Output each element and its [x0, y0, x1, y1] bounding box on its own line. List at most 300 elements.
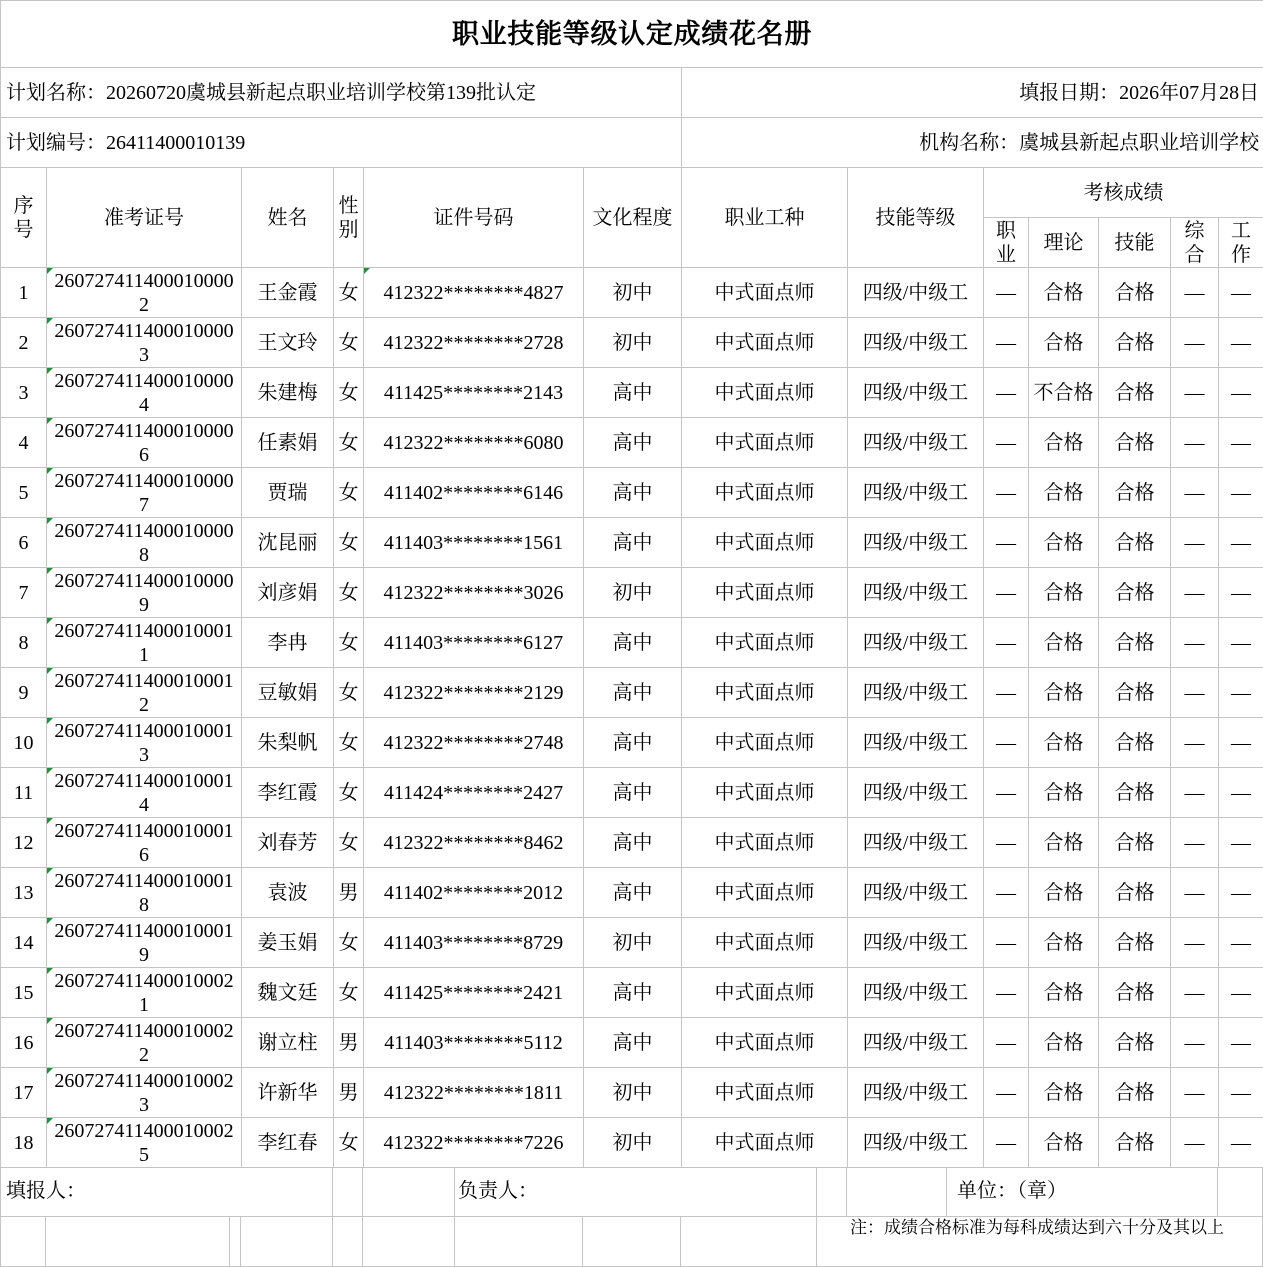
filler-cell: [0, 1167, 333, 1217]
table-row: [1, 1118, 1263, 1168]
cell-score-theory: 合格: [1029, 868, 1099, 918]
cell-exam-no: [47, 268, 242, 318]
exam-no-text: 2607274114000100003: [54, 319, 234, 366]
header-id-no: 证件号码: [364, 168, 584, 268]
cell-name: 任素娟: [242, 418, 334, 468]
pass-standard-note: 注：成绩合格标准为每科成绩达到六十分及其以上: [850, 1218, 1224, 1237]
cell-score-theory: 合格: [1029, 468, 1099, 518]
table-row: [1, 468, 1263, 518]
cell-seq: 8: [1, 618, 47, 668]
exam-no-text: 2607274114000100011: [54, 619, 234, 666]
cell-score-skill: 合格: [1099, 618, 1171, 668]
footer-empty-cell: [333, 1167, 363, 1217]
cell-score-work: —: [1219, 468, 1263, 518]
footer-empty-cell: [241, 1217, 333, 1267]
table-row: [1, 368, 1263, 418]
cell-name: 贾瑞: [242, 468, 334, 518]
cell-gender: 女: [334, 718, 364, 768]
table-row: [1, 268, 1263, 318]
cell-exam-no: [47, 918, 242, 968]
cell-score-skill: 合格: [1099, 718, 1171, 768]
fill-date: 填报日期：2026年07月28日: [682, 68, 1263, 118]
header-score-skill: 技能: [1099, 218, 1171, 268]
footer-empty-cell: [681, 1217, 817, 1267]
cell-score-theory: 合格: [1029, 518, 1099, 568]
cell-occupation: 中式面点师: [682, 568, 848, 618]
cell-occupation: 中式面点师: [682, 1018, 848, 1068]
cell-name: 李红霞: [242, 768, 334, 818]
cell-score-occupation: —: [984, 668, 1029, 718]
cell-seq: 4: [1, 418, 47, 468]
roster-body: [1, 268, 1263, 1168]
cell-score-skill: 合格: [1099, 918, 1171, 968]
cell-exam-no: [47, 768, 242, 818]
cell-id-no: 412322********4827: [364, 268, 584, 318]
cell-score-theory: 合格: [1029, 418, 1099, 468]
cell-score-work: —: [1219, 868, 1263, 918]
header-score-occupation: [984, 218, 1029, 268]
cell-score-theory: 合格: [1029, 818, 1099, 868]
table-row: [1, 718, 1263, 768]
cell-score-occupation: —: [984, 568, 1029, 618]
cell-name: 沈昆丽: [242, 518, 334, 568]
cell-score-skill: 合格: [1099, 818, 1171, 868]
cell-education: 高中: [584, 668, 682, 718]
cell-seq: 16: [1, 1018, 47, 1068]
cell-seq: 14: [1, 918, 47, 968]
cell-gender: 女: [334, 1118, 364, 1168]
cell-name: 刘春芳: [242, 818, 334, 868]
cell-score-comprehensive: —: [1171, 818, 1219, 868]
cell-score-work: —: [1219, 1068, 1263, 1118]
exam-no-text: 2607274114000100018: [54, 869, 234, 916]
cell-gender: 女: [334, 368, 364, 418]
table-row: [1, 568, 1263, 618]
header-gender: [334, 168, 364, 268]
footer-empty-cell: [583, 1217, 681, 1267]
exam-no-text: 2607274114000100022: [54, 1019, 234, 1066]
table-row: [1, 868, 1263, 918]
cell-score-occupation: —: [984, 418, 1029, 468]
cell-exam-no: [47, 668, 242, 718]
cell-score-theory: 合格: [1029, 1118, 1099, 1168]
header-name: 姓名: [242, 168, 334, 268]
cell-gender: 女: [334, 618, 364, 668]
cell-score-occupation: —: [984, 618, 1029, 668]
cell-score-theory: 合格: [1029, 968, 1099, 1018]
cell-gender: 女: [334, 518, 364, 568]
cell-skill-level: 四级/中级工: [848, 768, 984, 818]
cell-occupation: 中式面点师: [682, 768, 848, 818]
exam-no-text: 2607274114000100002: [54, 269, 234, 316]
cell-seq: 7: [1, 568, 47, 618]
cell-score-comprehensive: —: [1171, 868, 1219, 918]
cell-score-comprehensive: —: [1171, 368, 1219, 418]
footer-empty-cell: [363, 1167, 455, 1217]
cell-exam-no: [47, 368, 242, 418]
cell-score-skill: 合格: [1099, 868, 1171, 918]
table-row: [1, 918, 1263, 968]
cell-score-skill: 合格: [1099, 368, 1171, 418]
cell-education: 高中: [584, 1018, 682, 1068]
cell-score-comprehensive: —: [1171, 418, 1219, 468]
cell-name: 袁波: [242, 868, 334, 918]
cell-exam-no: [47, 518, 242, 568]
cell-score-theory: 合格: [1029, 1018, 1099, 1068]
table-row: [1, 668, 1263, 718]
footer-empty-cell: [0, 1217, 46, 1267]
cell-seq: 1: [1, 268, 47, 318]
cell-id-no: 412322********1811: [364, 1068, 584, 1118]
cell-education: 高中: [584, 868, 682, 918]
table-row: [1, 318, 1263, 368]
info-row-plan: [1, 68, 1263, 118]
table-row: [1, 768, 1263, 818]
cell-score-comprehensive: —: [1171, 768, 1219, 818]
cell-id-no: 412322********6080: [364, 418, 584, 468]
cell-exam-no: [47, 1018, 242, 1068]
cell-seq: 11: [1, 768, 47, 818]
cell-score-work: —: [1219, 518, 1263, 568]
cell-name: 豆敏娟: [242, 668, 334, 718]
cell-education: 高中: [584, 718, 682, 768]
cell-score-occupation: —: [984, 718, 1029, 768]
header-gender-label: 性别: [338, 194, 359, 241]
cell-skill-level: 四级/中级工: [848, 618, 984, 668]
cell-exam-no: [47, 618, 242, 668]
cell-skill-level: 四级/中级工: [848, 518, 984, 568]
header-education: 文化程度: [584, 168, 682, 268]
cell-score-skill: 合格: [1099, 1068, 1171, 1118]
info-row-code: [1, 118, 1263, 168]
cell-score-work: —: [1219, 618, 1263, 668]
cell-score-work: —: [1219, 818, 1263, 868]
exam-no-text: 2607274114000100012: [54, 669, 234, 716]
cell-skill-level: 四级/中级工: [848, 1118, 984, 1168]
cell-gender: 女: [334, 968, 364, 1018]
cell-name: 王文玲: [242, 318, 334, 368]
cell-occupation: 中式面点师: [682, 318, 848, 368]
cell-score-work: —: [1219, 268, 1263, 318]
header-seq: [1, 168, 47, 268]
page-title: 职业技能等级认定成绩花名册: [1, 1, 1263, 68]
cell-exam-no: [47, 1068, 242, 1118]
cell-skill-level: 四级/中级工: [848, 868, 984, 918]
cell-score-occupation: —: [984, 1068, 1029, 1118]
cell-score-occupation: —: [984, 518, 1029, 568]
cell-id-no: 411425********2143: [364, 368, 584, 418]
cell-gender: 女: [334, 468, 364, 518]
cell-score-skill: 合格: [1099, 1018, 1171, 1068]
cell-occupation: 中式面点师: [682, 968, 848, 1018]
cell-seq: 12: [1, 818, 47, 868]
cell-score-comprehensive: —: [1171, 318, 1219, 368]
cell-skill-level: 四级/中级工: [848, 1018, 984, 1068]
cell-skill-level: 四级/中级工: [848, 268, 984, 318]
cell-gender: 女: [334, 918, 364, 968]
cell-score-skill: 合格: [1099, 418, 1171, 468]
unit-cell: [947, 1167, 1218, 1217]
cell-seq: 15: [1, 968, 47, 1018]
exam-no-text: 2607274114000100016: [54, 819, 234, 866]
cell-exam-no: [47, 418, 242, 468]
cell-score-skill: 合格: [1099, 968, 1171, 1018]
footer-empty-cell: [455, 1217, 583, 1267]
exam-no-text: 2607274114000100014: [54, 769, 234, 816]
header-occupation: 职业工种: [682, 168, 848, 268]
cell-skill-level: 四级/中级工: [848, 418, 984, 468]
cell-seq: 17: [1, 1068, 47, 1118]
cell-score-theory: 合格: [1029, 768, 1099, 818]
cell-score-comprehensive: —: [1171, 968, 1219, 1018]
cell-score-theory: 合格: [1029, 1068, 1099, 1118]
cell-score-comprehensive: —: [1171, 1118, 1219, 1168]
cell-score-skill: 合格: [1099, 568, 1171, 618]
cell-name: 李红春: [242, 1118, 334, 1168]
cell-score-work: —: [1219, 968, 1263, 1018]
cell-occupation: 中式面点师: [682, 718, 848, 768]
note-cell: [817, 1217, 1263, 1267]
cell-score-theory: 合格: [1029, 668, 1099, 718]
cell-score-occupation: —: [984, 1118, 1029, 1168]
table-row: [1, 1068, 1263, 1118]
cell-score-theory: 合格: [1029, 568, 1099, 618]
cell-seq: 2: [1, 318, 47, 368]
filler-label: 填报人：: [6, 1180, 86, 1202]
cell-id-no: 412322********8462: [364, 818, 584, 868]
cell-id-no: 412322********2129: [364, 668, 584, 718]
cell-name: 魏文廷: [242, 968, 334, 1018]
cell-seq: 5: [1, 468, 47, 518]
cell-gender: 女: [334, 818, 364, 868]
cell-exam-no: [47, 468, 242, 518]
cell-skill-level: 四级/中级工: [848, 718, 984, 768]
cell-education: 高中: [584, 518, 682, 568]
exam-no-text: 2607274114000100021: [54, 969, 234, 1016]
cell-id-no: 411403********1561: [364, 518, 584, 568]
cell-score-comprehensive: —: [1171, 268, 1219, 318]
cell-occupation: 中式面点师: [682, 618, 848, 668]
cell-gender: 男: [334, 1068, 364, 1118]
cell-score-theory: 合格: [1029, 718, 1099, 768]
cell-id-no: 412322********2748: [364, 718, 584, 768]
cell-score-theory: 合格: [1029, 318, 1099, 368]
cell-score-skill: 合格: [1099, 1118, 1171, 1168]
leader-cell: [455, 1167, 817, 1217]
cell-score-theory: 合格: [1029, 918, 1099, 968]
exam-no-text: 2607274114000100006: [54, 419, 234, 466]
header-score-work-label: 工作: [1231, 219, 1252, 266]
leader-label: 负责人：: [458, 1180, 538, 1202]
cell-education: 高中: [584, 468, 682, 518]
cell-seq: 13: [1, 868, 47, 918]
exam-no-text: 2607274114000100004: [54, 369, 234, 416]
cell-score-comprehensive: —: [1171, 468, 1219, 518]
table-row: [1, 818, 1263, 868]
cell-name: 许新华: [242, 1068, 334, 1118]
header-score-theory: 理论: [1029, 218, 1099, 268]
cell-occupation: 中式面点师: [682, 918, 848, 968]
cell-score-work: —: [1219, 718, 1263, 768]
exam-no-text: 2607274114000100019: [54, 919, 234, 966]
footer-empty-cell: [817, 1167, 847, 1217]
cell-education: 高中: [584, 968, 682, 1018]
cell-occupation: 中式面点师: [682, 268, 848, 318]
cell-score-skill: 合格: [1099, 468, 1171, 518]
cell-score-work: —: [1219, 1118, 1263, 1168]
cell-occupation: 中式面点师: [682, 668, 848, 718]
cell-score-skill: 合格: [1099, 668, 1171, 718]
cell-score-occupation: —: [984, 968, 1029, 1018]
cell-skill-level: 四级/中级工: [848, 1068, 984, 1118]
cell-name: 李冉: [242, 618, 334, 668]
header-results: 考核成绩: [984, 168, 1263, 218]
cell-occupation: 中式面点师: [682, 1068, 848, 1118]
cell-skill-level: 四级/中级工: [848, 468, 984, 518]
cell-score-comprehensive: —: [1171, 1068, 1219, 1118]
cell-skill-level: 四级/中级工: [848, 968, 984, 1018]
cell-score-work: —: [1219, 418, 1263, 468]
unit-label: 单位：（章）: [957, 1180, 1067, 1202]
cell-name: 姜玉娟: [242, 918, 334, 968]
cell-occupation: 中式面点师: [682, 368, 848, 418]
footer-empty-cell: [363, 1217, 455, 1267]
cell-occupation: 中式面点师: [682, 818, 848, 868]
cell-exam-no: [47, 968, 242, 1018]
footer-empty-cell: [46, 1217, 230, 1267]
table-row: [1, 418, 1263, 468]
cell-occupation: 中式面点师: [682, 1118, 848, 1168]
cell-name: 王金霞: [242, 268, 334, 318]
cell-score-work: —: [1219, 668, 1263, 718]
cell-score-skill: 合格: [1099, 268, 1171, 318]
table-row: [1, 618, 1263, 668]
cell-score-skill: 合格: [1099, 318, 1171, 368]
cell-score-occupation: —: [984, 918, 1029, 968]
cell-score-theory: 合格: [1029, 618, 1099, 668]
cell-score-occupation: —: [984, 1018, 1029, 1068]
cell-exam-no: [47, 868, 242, 918]
exam-no-text: 2607274114000100023: [54, 1069, 234, 1116]
cell-seq: 6: [1, 518, 47, 568]
cell-id-no: 411403********5112: [364, 1018, 584, 1068]
footer-empty-cell: [333, 1217, 363, 1267]
cell-occupation: 中式面点师: [682, 468, 848, 518]
cell-score-occupation: —: [984, 818, 1029, 868]
cell-score-work: —: [1219, 1018, 1263, 1068]
cell-name: 朱梨帆: [242, 718, 334, 768]
cell-exam-no: [47, 818, 242, 868]
cell-gender: 女: [334, 268, 364, 318]
cell-gender: 女: [334, 318, 364, 368]
header-score-comprehensive: [1171, 218, 1219, 268]
cell-exam-no: [47, 568, 242, 618]
cell-education: 初中: [584, 918, 682, 968]
cell-score-comprehensive: —: [1171, 918, 1219, 968]
cell-gender: 女: [334, 418, 364, 468]
cell-education: 初中: [584, 1068, 682, 1118]
cell-score-work: —: [1219, 318, 1263, 368]
cell-score-work: —: [1219, 568, 1263, 618]
cell-occupation: 中式面点师: [682, 518, 848, 568]
roster-footer: [0, 1167, 1263, 1267]
cell-skill-level: 四级/中级工: [848, 368, 984, 418]
table-row: [1, 968, 1263, 1018]
cell-id-no: 411402********2012: [364, 868, 584, 918]
cell-occupation: 中式面点师: [682, 868, 848, 918]
cell-skill-level: 四级/中级工: [848, 318, 984, 368]
cell-score-comprehensive: —: [1171, 618, 1219, 668]
exam-no-text: 2607274114000100009: [54, 569, 234, 616]
cell-seq: 10: [1, 718, 47, 768]
exam-no-text: 2607274114000100013: [54, 719, 234, 766]
footer-empty-cell: [1218, 1167, 1263, 1217]
cell-gender: 女: [334, 768, 364, 818]
table-row: [1, 1018, 1263, 1068]
org-name: 机构名称：虞城县新起点职业培训学校: [682, 118, 1263, 168]
cell-score-work: —: [1219, 368, 1263, 418]
header-exam-no: 准考证号: [47, 168, 242, 268]
cell-score-occupation: —: [984, 468, 1029, 518]
header-score-occupation-label: 职业: [996, 219, 1016, 266]
cell-education: 高中: [584, 418, 682, 468]
cell-gender: 女: [334, 568, 364, 618]
cell-score-skill: 合格: [1099, 768, 1171, 818]
cell-score-occupation: —: [984, 368, 1029, 418]
cell-seq: 9: [1, 668, 47, 718]
header-skill-level: 技能等级: [848, 168, 984, 268]
cell-seq: 3: [1, 368, 47, 418]
cell-score-comprehensive: —: [1171, 518, 1219, 568]
cell-score-theory: 合格: [1029, 268, 1099, 318]
cell-name: 刘彦娟: [242, 568, 334, 618]
cell-skill-level: 四级/中级工: [848, 668, 984, 718]
footer-empty-cell: [847, 1167, 947, 1217]
cell-id-no: 412322********2728: [364, 318, 584, 368]
cell-education: 初中: [584, 568, 682, 618]
header-seq-label: 序号: [13, 194, 34, 241]
plan-name: 计划名称：20260720虞城县新起点职业培训学校第139批认定: [1, 68, 682, 118]
cell-id-no: 411403********8729: [364, 918, 584, 968]
cell-score-work: —: [1219, 768, 1263, 818]
cell-seq: 18: [1, 1118, 47, 1168]
cell-score-comprehensive: —: [1171, 718, 1219, 768]
cell-id-no: 412322********7226: [364, 1118, 584, 1168]
roster-head: [1, 1, 1263, 268]
footer-empty-cell: [230, 1217, 241, 1267]
cell-gender: 男: [334, 868, 364, 918]
exam-no-text: 2607274114000100007: [54, 469, 234, 516]
table-row: [1, 518, 1263, 568]
header-score-work: [1219, 218, 1263, 268]
cell-name: 朱建梅: [242, 368, 334, 418]
cell-score-occupation: —: [984, 868, 1029, 918]
cell-education: 初中: [584, 1118, 682, 1168]
cell-education: 高中: [584, 368, 682, 418]
header-row: [1, 168, 1263, 218]
plan-code: 计划编号：26411400010139: [1, 118, 682, 168]
cell-score-comprehensive: —: [1171, 568, 1219, 618]
exam-no-text: 2607274114000100025: [54, 1119, 234, 1166]
cell-gender: 男: [334, 1018, 364, 1068]
cell-exam-no: [47, 318, 242, 368]
cell-id-no: 411424********2427: [364, 768, 584, 818]
cell-skill-level: 四级/中级工: [848, 918, 984, 968]
cell-skill-level: 四级/中级工: [848, 818, 984, 868]
cell-score-occupation: —: [984, 768, 1029, 818]
cell-score-comprehensive: —: [1171, 1018, 1219, 1068]
cell-name: 谢立柱: [242, 1018, 334, 1068]
